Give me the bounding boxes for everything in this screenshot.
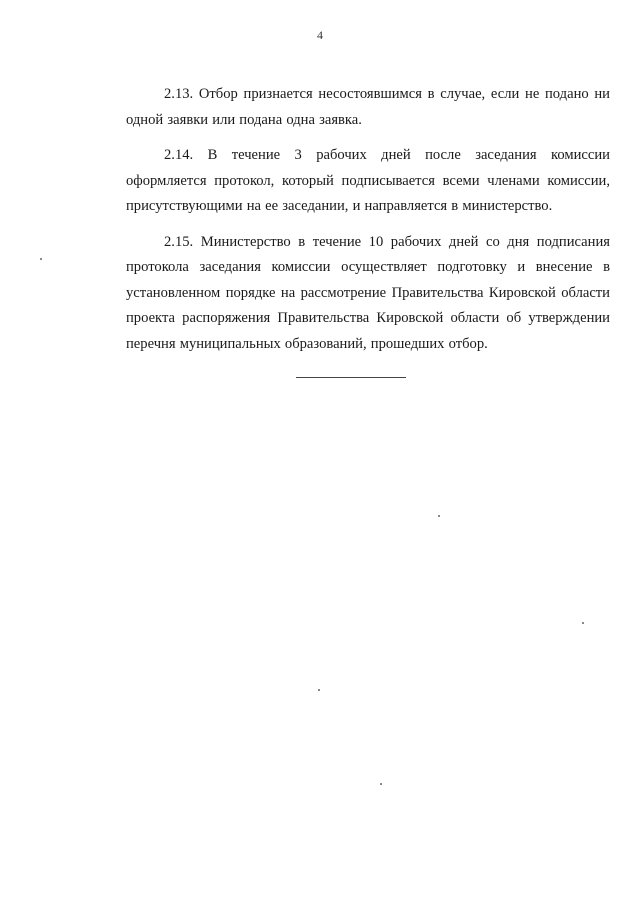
paragraph-2-14: 2.14. В течение 3 рабочих дней после заседания комиссии оформляется протокол, который подписывается всеми членами комиссии, присутствующими на ее заседании, и направляется в министерство. [126,147,610,214]
end-divider-line [296,377,406,378]
scan-speck [438,515,440,517]
scan-speck [318,689,320,691]
scan-speck [582,622,584,624]
scan-speck [380,783,382,785]
scan-speck [40,258,42,260]
page-number: 4 [317,28,323,42]
paragraph-2-13: 2.13. Отбор признается несостоявшимся в случае, если не подано ни одной заявки или подана одна заявка. [126,86,610,128]
document-body [126,82,610,367]
paragraph-2-15: 2.15. Министерство в течение 10 рабочих дней со дня подписания протокола заседания комиссии осуществляет подготовку и внесение в установленном порядке на рассмотрение Правительства Кировской области проекта распоряжения Правительства Кировской области об утверждении перечня муниципальных образований, прошедших отбор. [126,233,610,352]
